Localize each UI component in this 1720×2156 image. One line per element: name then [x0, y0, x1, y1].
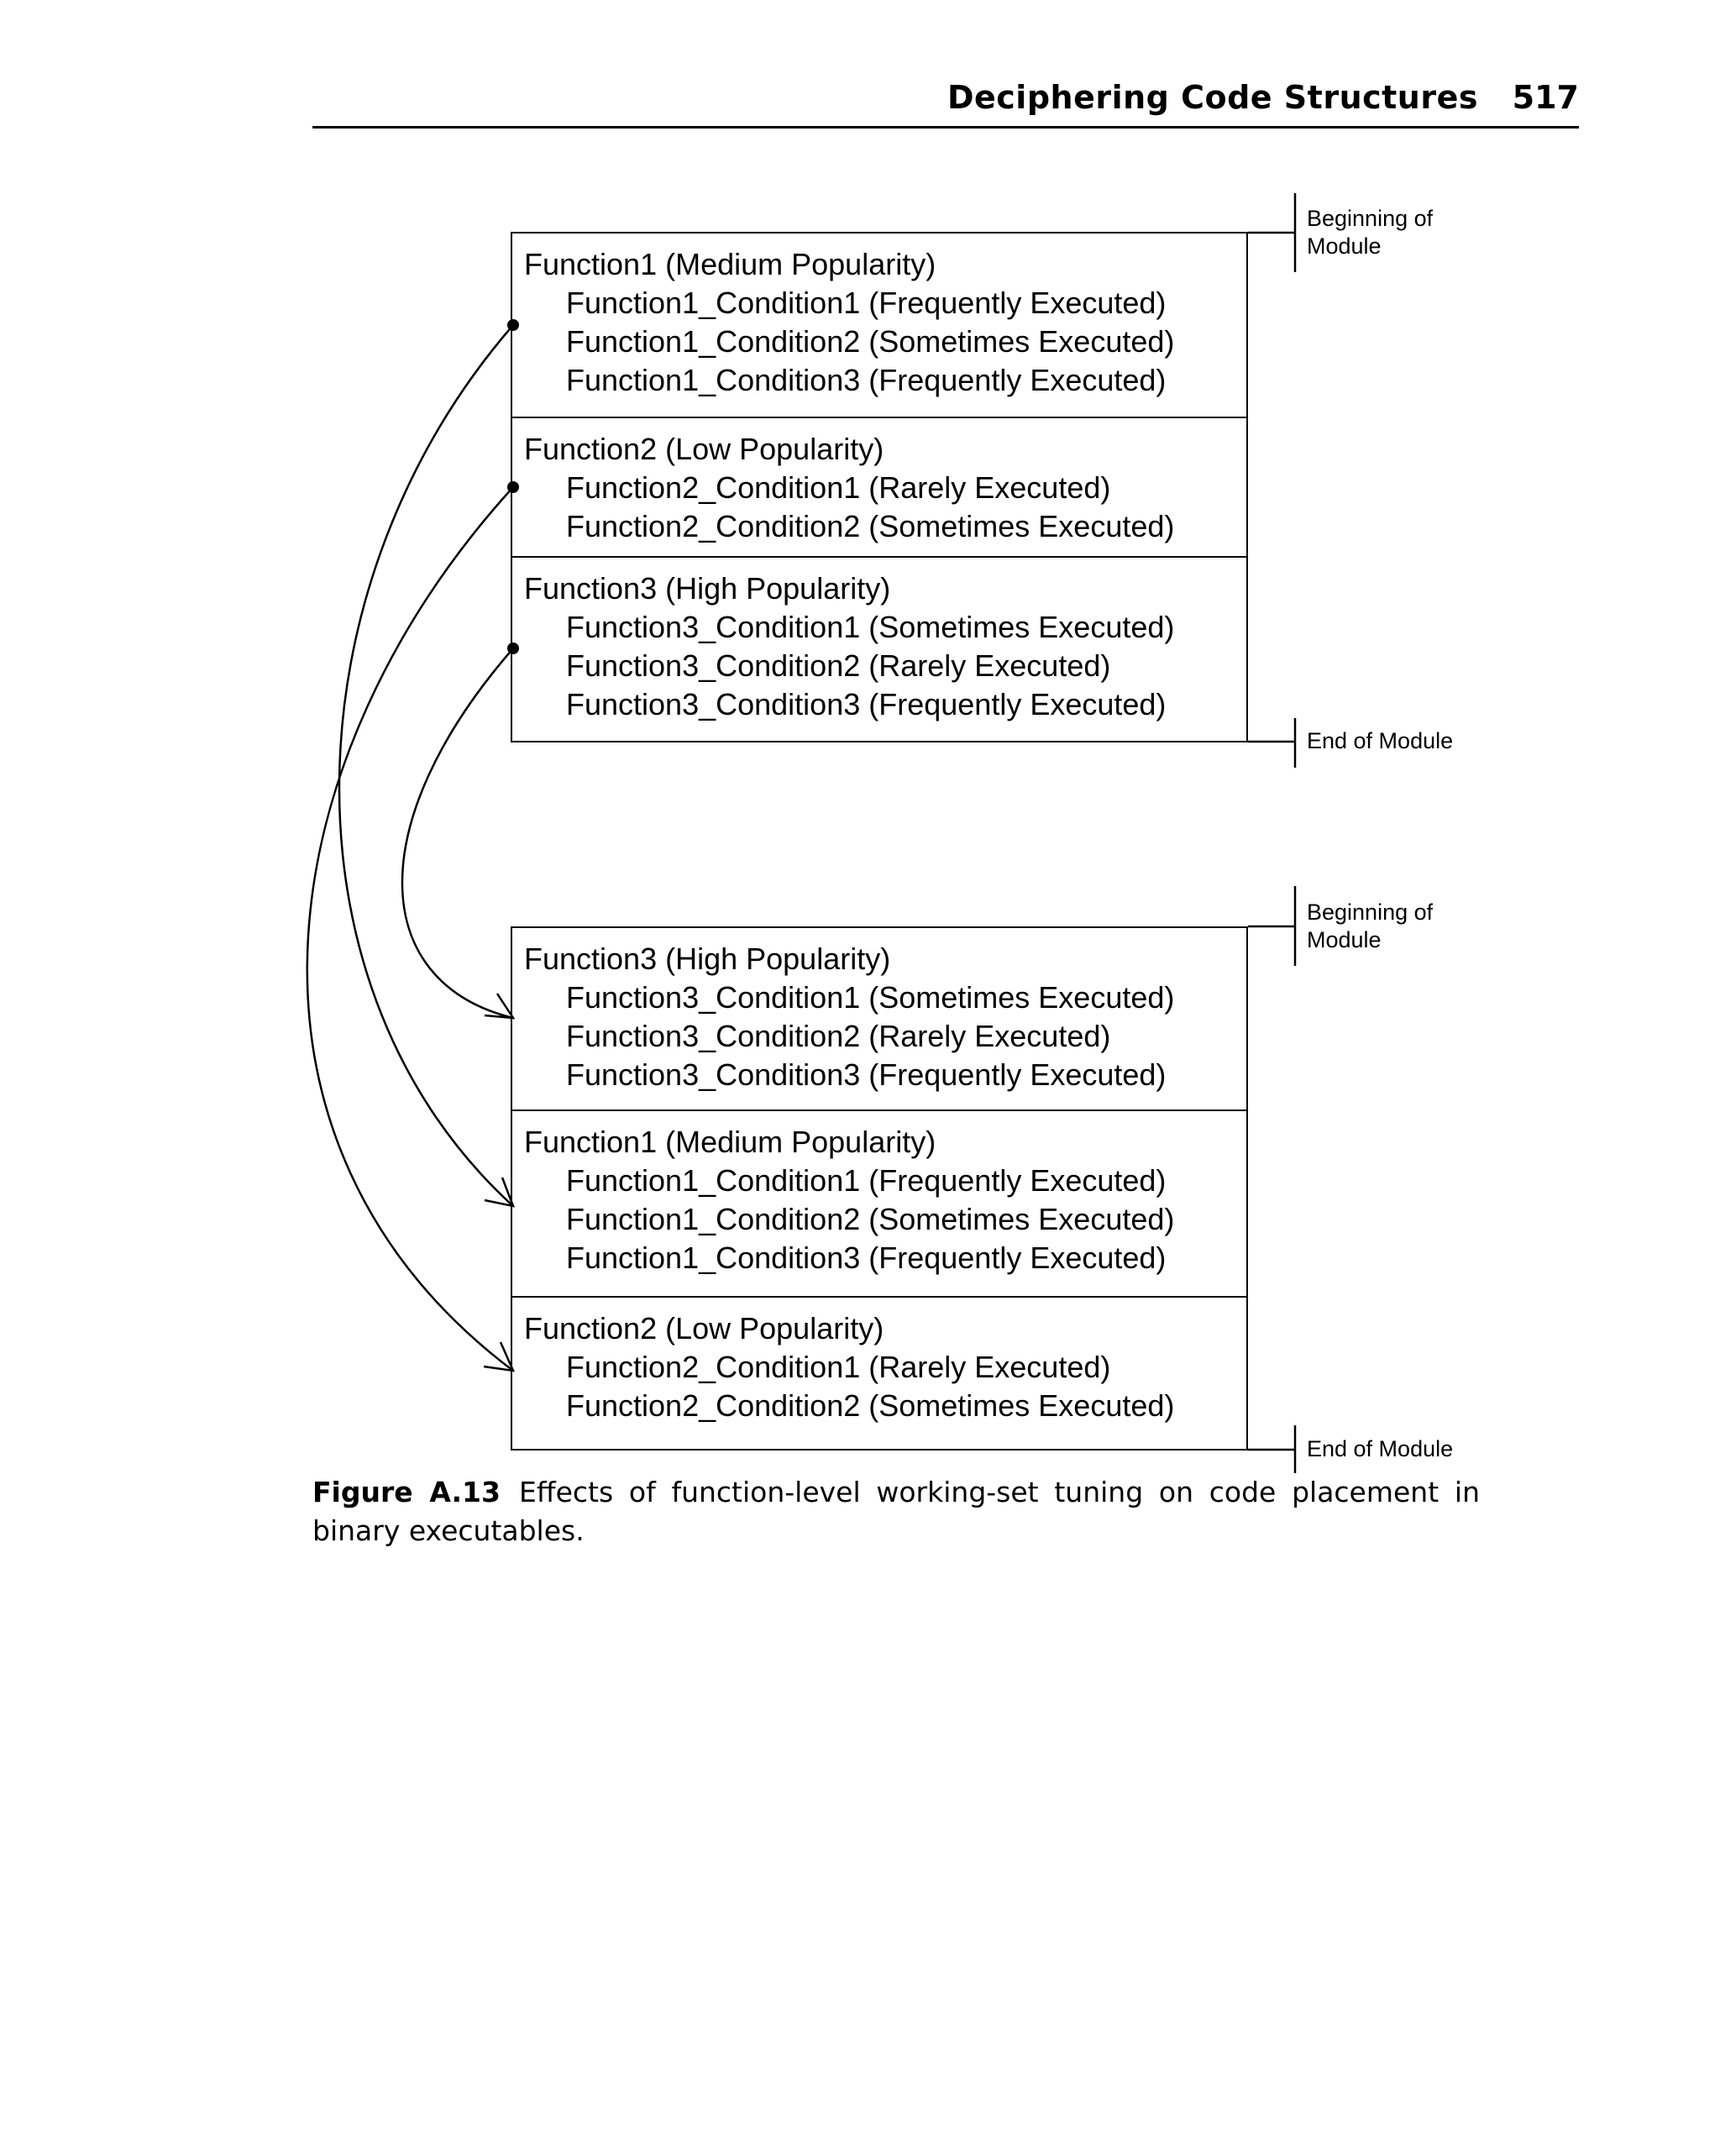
function-title: Function3 (High Popularity): [524, 571, 891, 606]
function-condition: Function3_Condition2 (Rarely Executed): [566, 1019, 1111, 1053]
running-header-title: Deciphering Code Structures: [947, 79, 1478, 116]
module-before-tuning: [511, 232, 1248, 742]
function-condition: Function2_Condition2 (Sometimes Executed): [566, 1388, 1175, 1423]
function-condition: Function3_Condition1 (Sometimes Executed): [566, 610, 1175, 644]
module-2-beginning-label: Beginning of Module: [1307, 900, 1434, 952]
function-block: [512, 1298, 1246, 1449]
function-condition: Function3_Condition3 (Frequently Executed): [566, 687, 1167, 721]
figure-label: Figure A.13: [312, 1476, 501, 1508]
function-title: Function2 (Low Popularity): [524, 1311, 884, 1346]
module-after-tuning: [511, 926, 1248, 1450]
function-block: [512, 1111, 1246, 1298]
function-title: Function3 (High Popularity): [524, 942, 891, 976]
function-condition: Function1_Condition3 (Frequently Executed): [566, 1241, 1167, 1275]
module-1-end-label: End of Module: [1307, 728, 1454, 753]
function-block: [512, 233, 1246, 418]
function-condition: Function2_Condition1 (Rarely Executed): [566, 470, 1111, 505]
function2-relocation-arrow: [307, 487, 513, 1371]
function-title: Function1 (Medium Popularity): [524, 247, 936, 281]
module-2-end-label: End of Module: [1307, 1436, 1454, 1461]
function-block: [512, 418, 1246, 558]
page-number: 517: [1512, 79, 1579, 116]
module-1-beginning-label: Beginning of Module: [1307, 206, 1434, 259]
function-condition: Function1_Condition2 (Sometimes Executed): [566, 1202, 1175, 1236]
figure-caption-text: Effects of function-level working-set tuning on code placement in binary executables.: [312, 1476, 1480, 1547]
function-title: Function1 (Medium Popularity): [524, 1125, 936, 1159]
function-block: [512, 928, 1246, 1111]
function-condition: Function3_Condition2 (Rarely Executed): [566, 648, 1111, 683]
function-condition: Function2_Condition1 (Rarely Executed): [566, 1350, 1111, 1384]
function-condition: Function1_Condition2 (Sometimes Executed): [566, 324, 1175, 359]
function-title: Function2 (Low Popularity): [524, 432, 884, 466]
function-condition: Function3_Condition1 (Sometimes Executed): [566, 980, 1175, 1015]
function-condition: Function1_Condition1 (Frequently Executed): [566, 1163, 1167, 1198]
function-condition: Function1_Condition3 (Frequently Executed): [566, 363, 1167, 397]
function-condition: Function1_Condition1 (Frequently Executed): [566, 286, 1167, 320]
function-block: [512, 558, 1246, 741]
figure-caption: [312, 1473, 1480, 1550]
function-condition: Function3_Condition3 (Frequently Executed): [566, 1057, 1167, 1092]
function-condition: Function2_Condition2 (Sometimes Executed): [566, 509, 1175, 543]
function3-relocation-arrow: [402, 648, 513, 1018]
function1-relocation-arrow: [339, 325, 513, 1206]
